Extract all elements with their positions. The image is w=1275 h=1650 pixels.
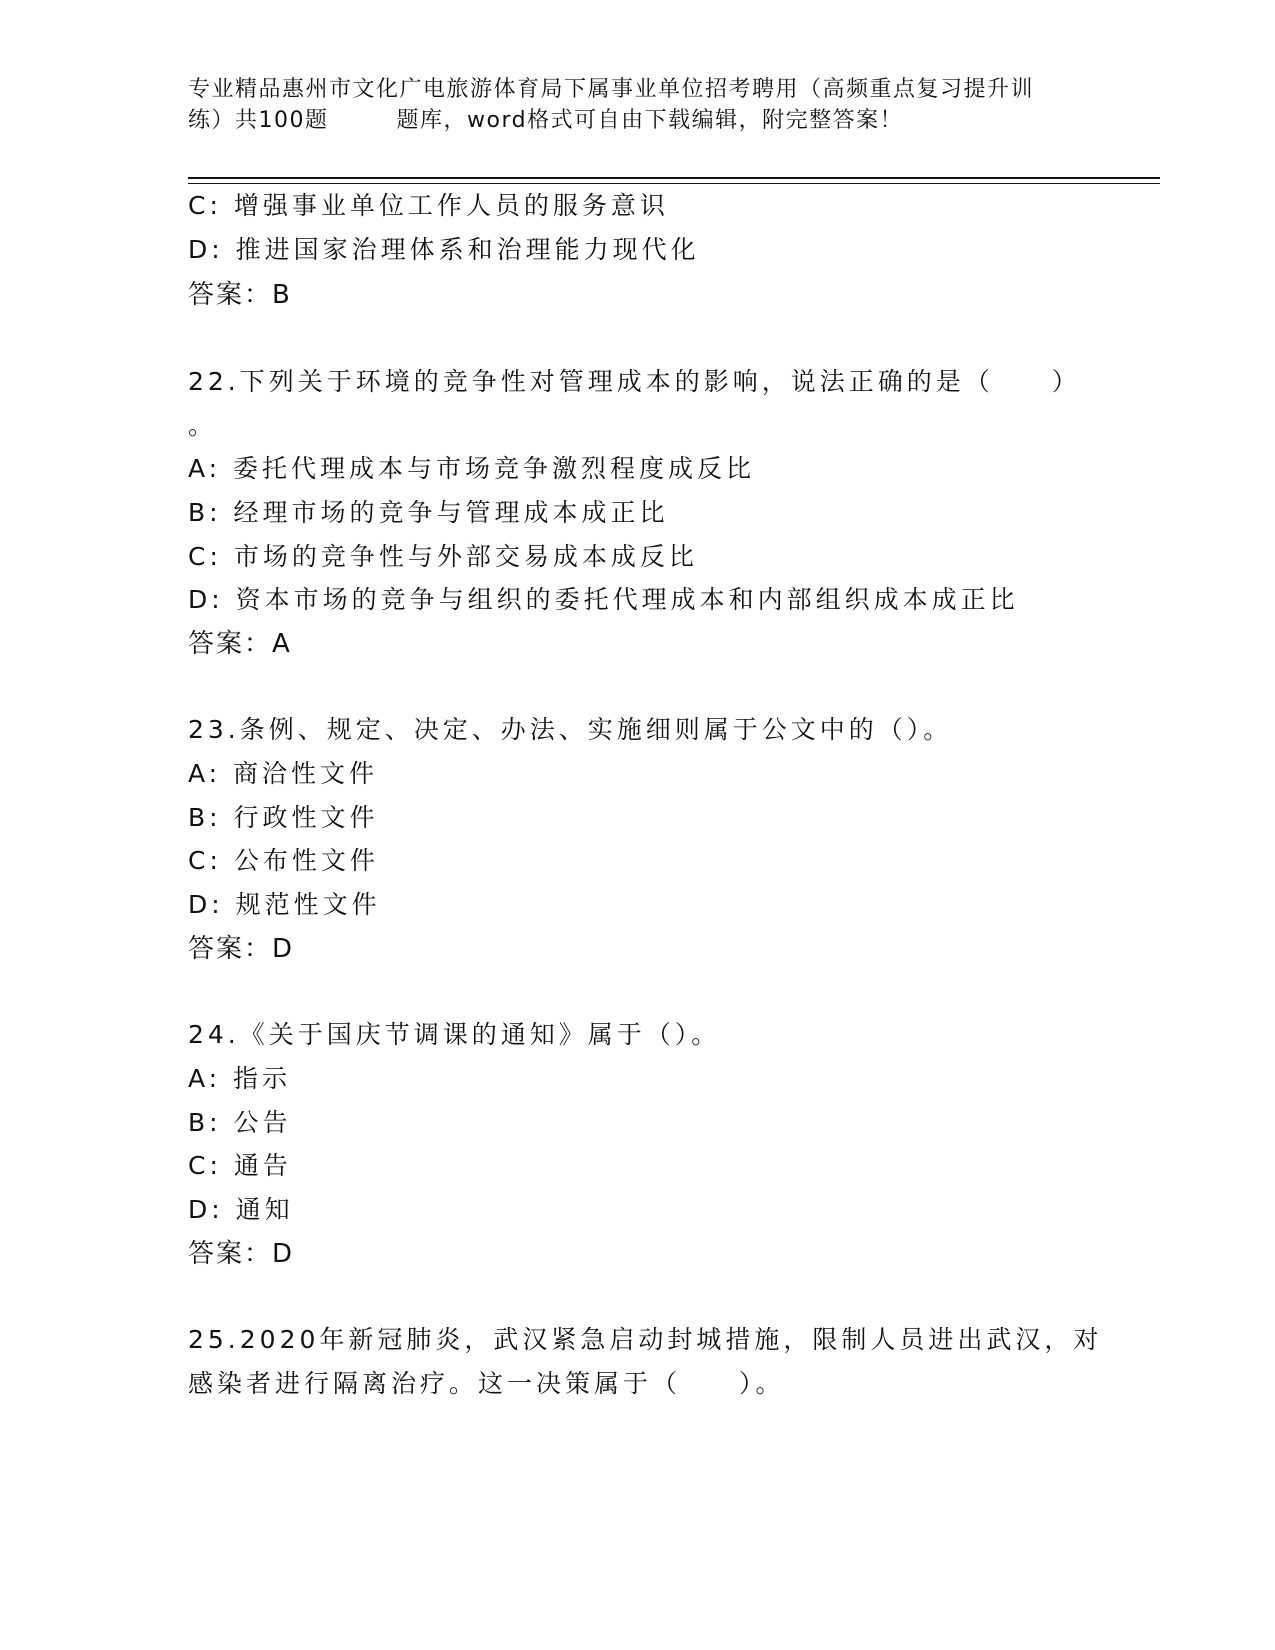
- prev-option-d: D: 推进国家治理体系和治理能力现代化: [188, 235, 700, 264]
- q24-option-d: D: 通知: [188, 1195, 294, 1224]
- header-line-2-part-b: 题库，word格式可自由下载编辑，附完整答案！: [396, 108, 904, 133]
- q23-stem: 23.条例、规定、决定、办法、实施细则属于公文中的（）。: [188, 715, 953, 744]
- header-line-2-part-a: 练）共100题: [188, 108, 329, 133]
- q22-option-b: B: 经理市场的竞争与管理成本成正比: [188, 498, 669, 527]
- q24-stem: 24.《关于国庆节调课的通知》属于（）。: [188, 1020, 721, 1049]
- q23-option-d: D: 规范性文件: [188, 890, 381, 919]
- q24-option-a: A: 指示: [188, 1064, 292, 1093]
- q23-answer: 答案：D: [188, 934, 295, 964]
- q23-option-c: C: 公布性文件: [188, 846, 379, 875]
- q24-option-c: C: 通告: [188, 1151, 292, 1180]
- q22-option-c: C: 市场的竞争性与外部交易成本成反比: [188, 542, 698, 571]
- q22-stem-line-1: 22.下列关于环境的竞争性对管理成本的影响，说法正确的是（ ）: [188, 367, 1081, 396]
- q24-answer: 答案：D: [188, 1239, 295, 1269]
- q24-option-b: B: 公告: [188, 1108, 292, 1137]
- q22-option-a: A: 委托代理成本与市场竞争激烈程度成反比: [188, 454, 756, 483]
- q23-option-a: A: 商洽性文件: [188, 759, 379, 788]
- document-header: [188, 74, 1088, 136]
- header-rule-thick: [188, 177, 1160, 179]
- header-line-2: [188, 105, 1088, 136]
- prev-option-c: C: 增强事业单位工作人员的服务意识: [188, 191, 669, 220]
- q22-stem-line-2: 。: [188, 411, 218, 440]
- header-line-1: 专业精品惠州市文化广电旅游体育局下属事业单位招考聘用（高频重点复习提升训: [188, 77, 1035, 102]
- q23-option-b: B: 行政性文件: [188, 803, 379, 832]
- q25-stem-line-2: 感染者进行隔离治疗。这一决策属于（ ）。: [188, 1369, 785, 1398]
- q25-stem-line-1: 25.2020年新冠肺炎，武汉紧急启动封城措施，限制人员进出武汉，对: [188, 1325, 1103, 1354]
- header-rule-thin: [188, 183, 1160, 184]
- q22-option-d: D: 资本市场的竞争与组织的委托代理成本和内部组织成本成正比: [188, 585, 1019, 614]
- prev-answer: 答案：B: [188, 280, 292, 310]
- q22-answer: 答案：A: [188, 629, 292, 659]
